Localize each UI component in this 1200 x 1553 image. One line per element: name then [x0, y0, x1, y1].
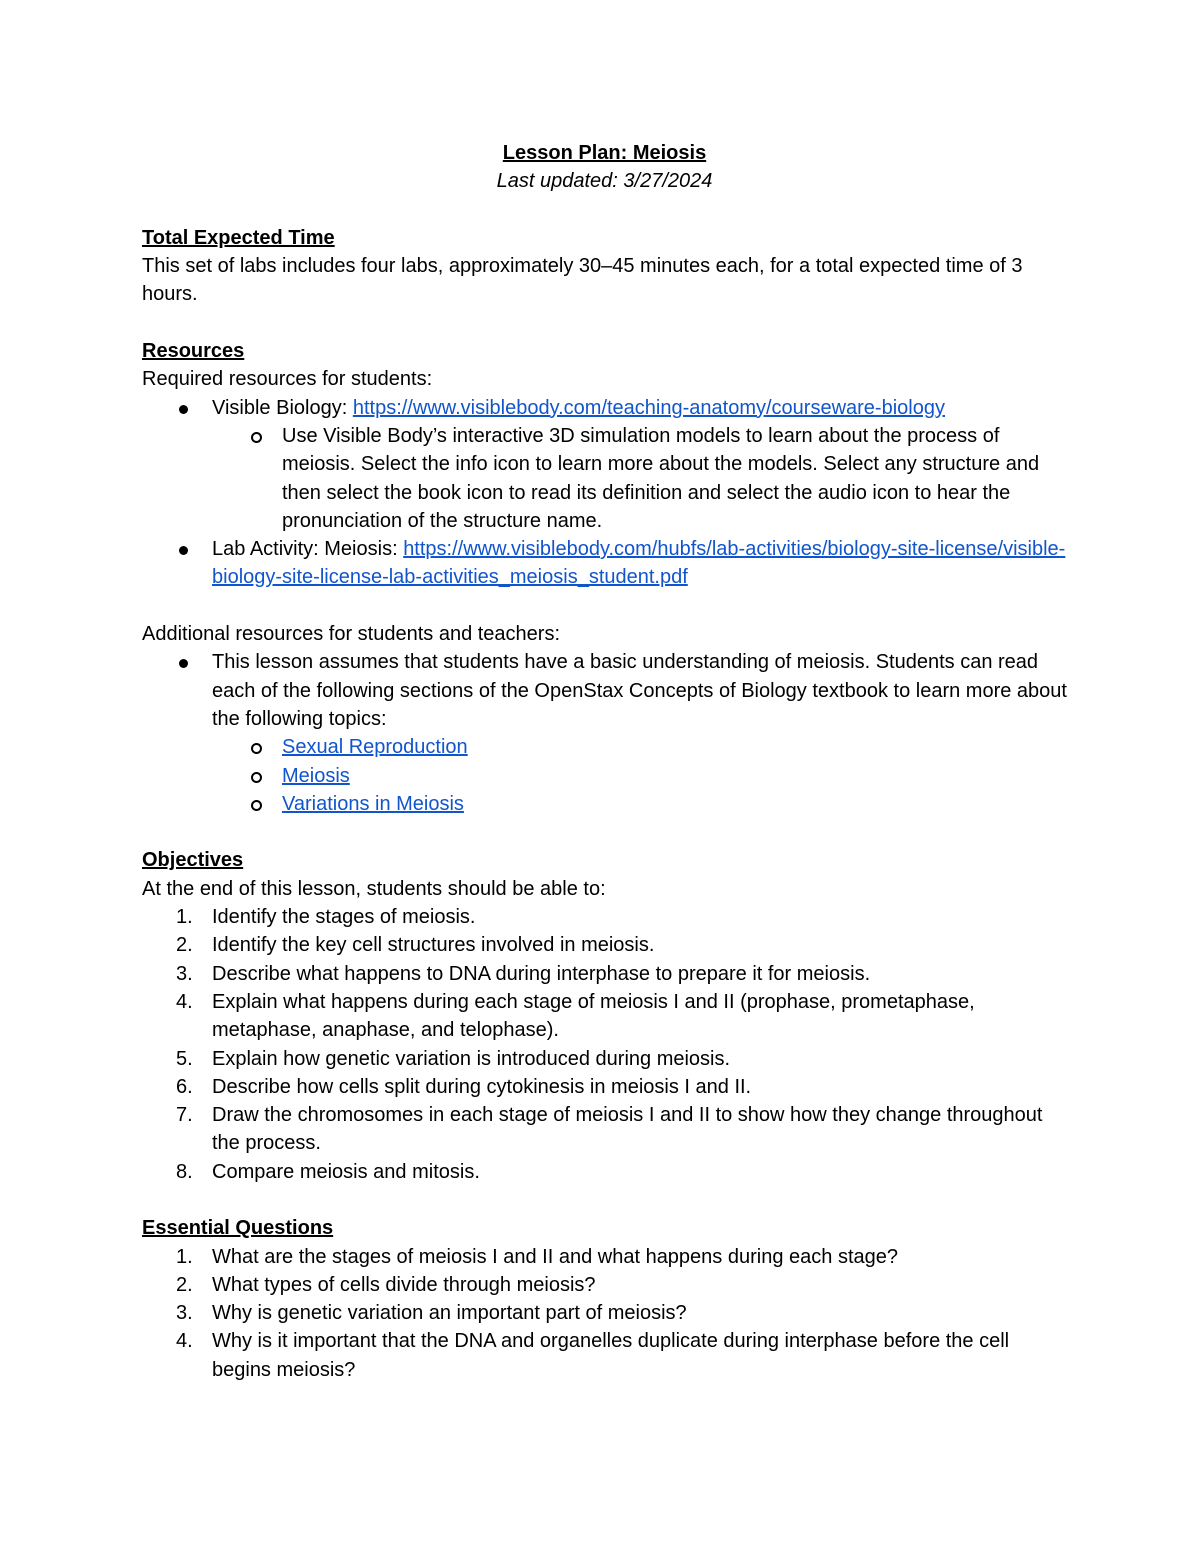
- hollow-bullet-icon: [251, 800, 262, 811]
- bullet-icon: [179, 405, 188, 414]
- hollow-bullet-icon: [251, 432, 262, 443]
- list-item: [142, 422, 1067, 535]
- question-text: What are the stages of meiosis I and II and what happens during each stage?: [212, 1245, 898, 1268]
- list-item: 7. Draw the chromosomes in each stage of meiosis I and II to show how they change throughout the process.: [176, 1104, 1043, 1155]
- topic-link-meiosis[interactable]: Meiosis: [282, 764, 350, 787]
- visible-biology-link[interactable]: https://www.visiblebody.com/teaching-anatomy/courseware-biology: [352, 396, 945, 419]
- list-item: 3. Why is genetic variation an important part of meiosis?: [176, 1302, 687, 1325]
- objectives-heading: Objectives: [142, 849, 244, 872]
- list-item: 1. Identify the stages of meiosis.: [176, 906, 476, 929]
- topics-list: [142, 733, 1067, 818]
- time-body: This set of labs includes four labs, approximately 30–45 minutes each, for a total expected time of 3 hours.: [142, 255, 1023, 306]
- topic-link-sexual-reproduction[interactable]: Sexual Reproduction: [282, 736, 468, 759]
- objective-text: Describe what happens to DNA during interphase to prepare it for meiosis.: [212, 962, 871, 985]
- objectives-list: [142, 903, 1067, 1186]
- resources-heading: Resources: [142, 340, 245, 363]
- question-text: Why is genetic variation an important part of meiosis?: [212, 1302, 687, 1325]
- list-item: [142, 790, 1067, 818]
- bullet-icon: [179, 546, 188, 555]
- list-item: 8. Compare meiosis and mitosis.: [176, 1160, 480, 1183]
- additional-resources-intro: Additional resources for students and teachers:: [142, 623, 561, 646]
- list-item: [142, 733, 1067, 761]
- list-item: [142, 762, 1067, 790]
- list-item: [142, 394, 1067, 535]
- objective-text: Explain how genetic variation is introduced during meiosis.: [212, 1047, 731, 1070]
- topic-link-variations-in-meiosis[interactable]: Variations in Meiosis: [282, 792, 464, 815]
- question-text: What types of cells divide through meiosis?: [212, 1273, 596, 1296]
- question-text: Why is it important that the DNA and organelles duplicate during interphase before the cell begins meiosis?: [212, 1330, 1010, 1381]
- list-item: 2. Identify the key cell structures involved in meiosis.: [176, 934, 655, 957]
- time-heading: Total Expected Time: [142, 226, 335, 249]
- resource-description: Use Visible Body’s interactive 3D simulation models to learn about the process of meiosis. Select the info icon to learn more about the models. Select any structure and then select the book icon to read its definition and select the audio icon to hear the pronunciation of the structure name.: [282, 424, 1040, 532]
- essential-questions-heading: Essential Questions: [142, 1217, 334, 1240]
- list-item: 3. Describe what happens to DNA during interphase to prepare it for meiosis.: [176, 962, 871, 985]
- resource-label: Visible Biology:: [212, 396, 353, 419]
- required-resources-intro: Required resources for students:: [142, 368, 433, 391]
- objective-text: Draw the chromosomes in each stage of meiosis I and II to show how they change throughout the process.: [212, 1104, 1043, 1155]
- additional-resource-text: This lesson assumes that students have a basic understanding of meiosis. Students can read each of the following sections of the OpenStax Concepts of Biology textbook to learn more about the following topics:: [212, 651, 1067, 730]
- objective-text: Explain what happens during each stage of meiosis I and II (prophase, prometaphase, metaphase, anaphase, and telophase).: [212, 990, 975, 1042]
- lab-activity-link[interactable]: https://www.visiblebody.com/hubfs/lab-activities/biology-site-license/visible-biology-site-license-lab-activities_meiosis_student.pdf: [212, 538, 1066, 589]
- objective-text: Identify the key cell structures involved in meiosis.: [212, 934, 655, 957]
- list-item: 1. What are the stages of meiosis I and II and what happens during each stage?: [176, 1245, 898, 1268]
- essential-questions-list: [142, 1243, 1067, 1384]
- list-item: 6. Describe how cells split during cytokinesis in meiosis I and II.: [176, 1075, 752, 1098]
- additional-resources-list: [142, 648, 1067, 818]
- hollow-bullet-icon: [251, 772, 262, 783]
- list-item: [142, 535, 1067, 592]
- objective-text: Identify the stages of meiosis.: [212, 906, 476, 929]
- last-updated: Last updated: 3/27/2024: [496, 170, 713, 193]
- list-item: 4. Explain what happens during each stage of meiosis I and II (prophase, prometaphase, metaphase, anaphase, and telophase).: [176, 990, 975, 1042]
- objectives-intro: At the end of this lesson, students should be able to:: [142, 877, 606, 900]
- list-item: 4. Why is it important that the DNA and organelles duplicate during interphase before the cell begins meiosis?: [176, 1330, 1010, 1381]
- list-item: 5. Explain how genetic variation is introduced during meiosis.: [176, 1047, 731, 1070]
- page-title: Lesson Plan: Meiosis: [502, 142, 707, 164]
- hollow-bullet-icon: [251, 743, 262, 754]
- document-page: [142, 139, 1067, 1384]
- resource-label: Lab Activity: Meiosis:: [212, 538, 404, 561]
- objective-text: Describe how cells split during cytokinesis in meiosis I and II.: [212, 1075, 752, 1098]
- list-item: 2. What types of cells divide through meiosis?: [176, 1273, 596, 1296]
- required-resources-list: [142, 394, 1067, 592]
- list-item: [142, 648, 1067, 818]
- objective-text: Compare meiosis and mitosis.: [212, 1160, 480, 1183]
- resource-sublist: [142, 422, 1067, 535]
- bullet-icon: [179, 659, 188, 668]
